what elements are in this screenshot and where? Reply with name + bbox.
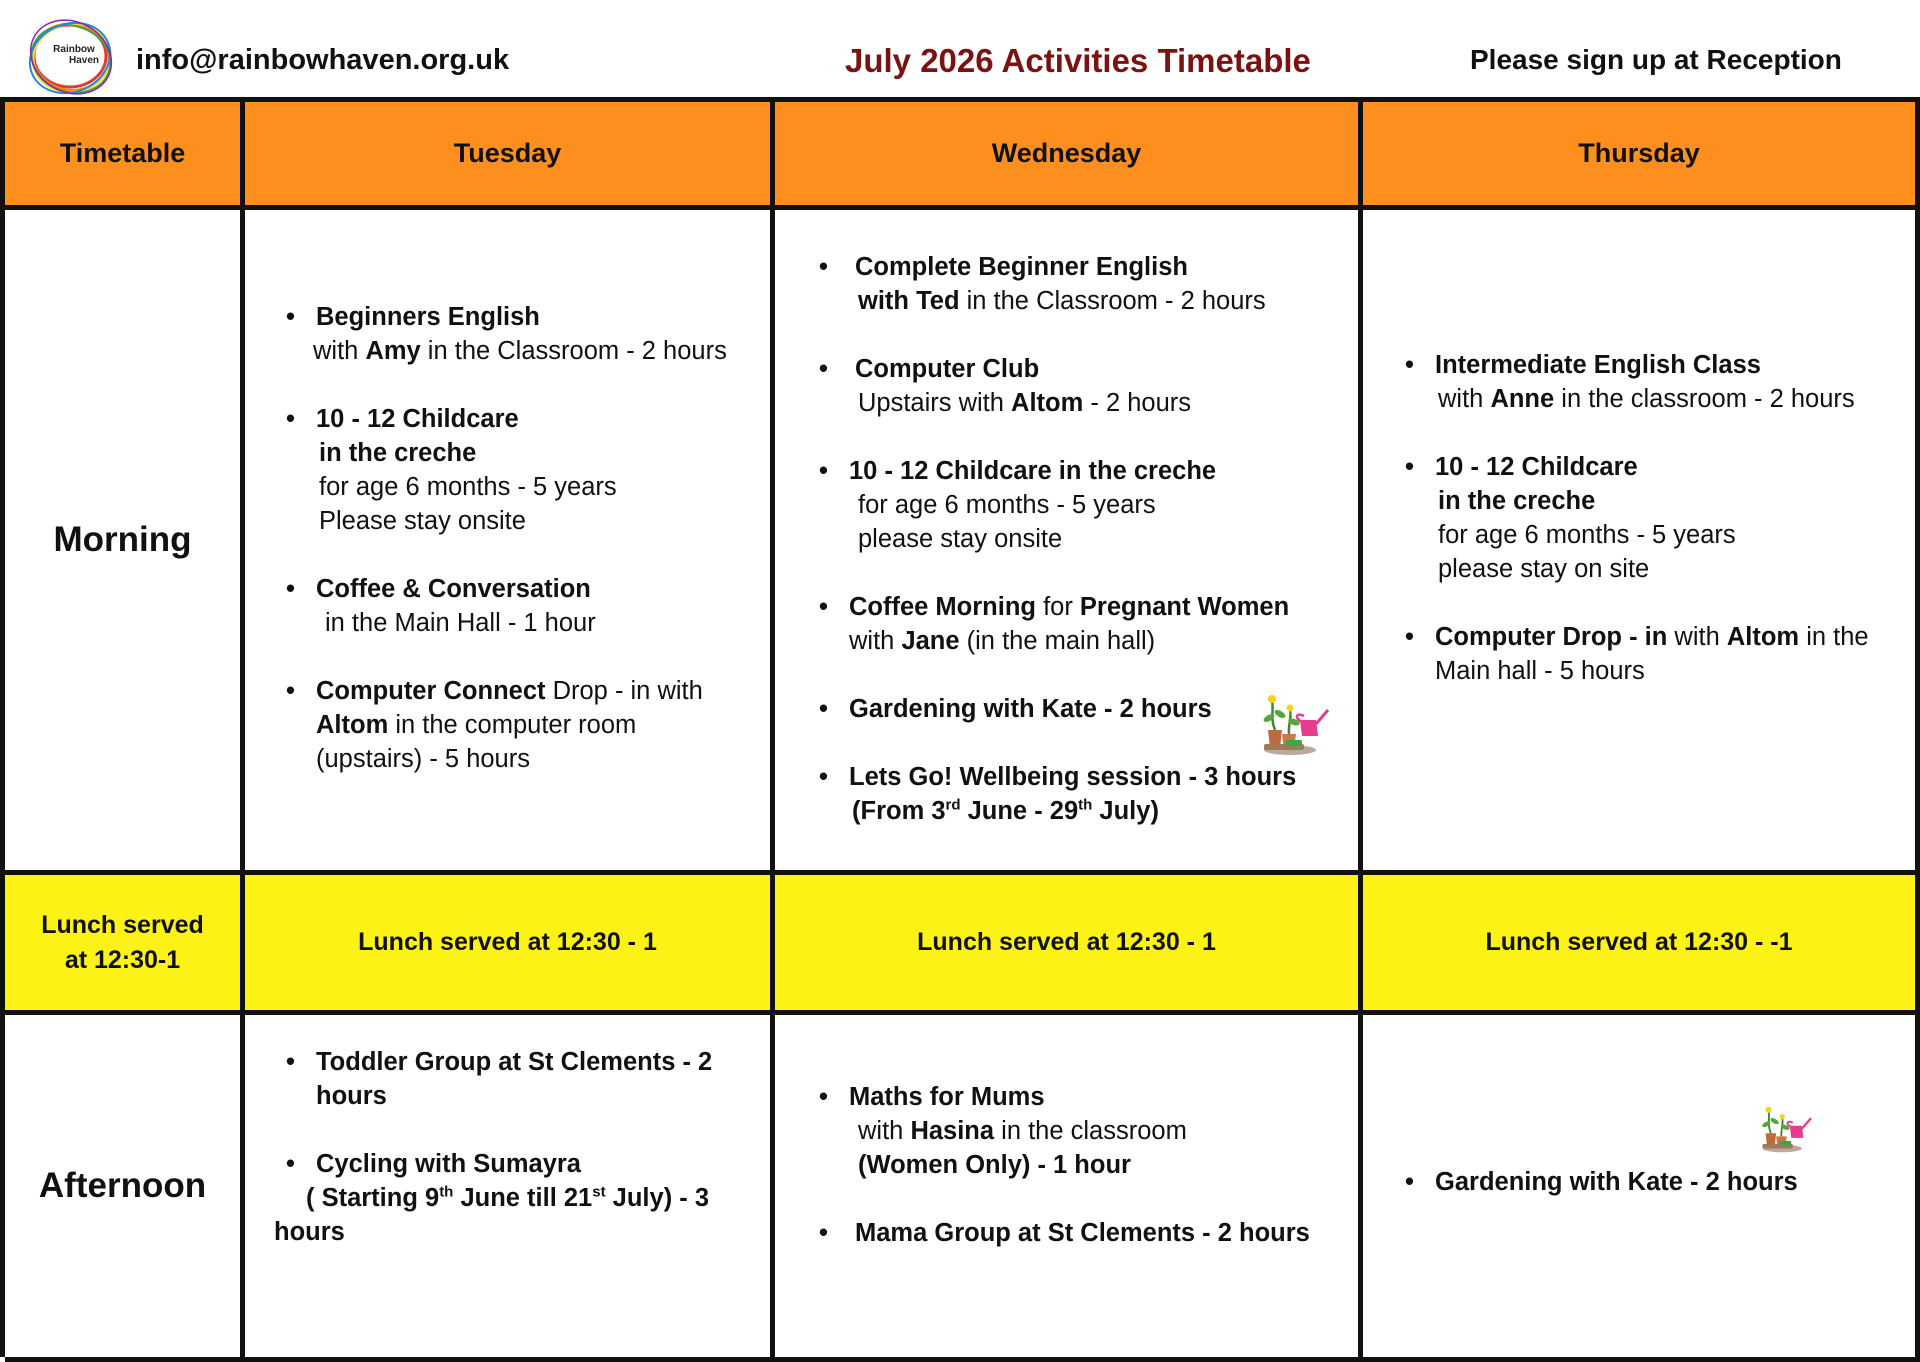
gardening-plant-icon [1260, 690, 1330, 761]
activity-item: • Computer Drop - in with Altom in the Main hall - 5 hours [1405, 623, 1869, 685]
activity-item: • Coffee & Conversation in the Main Hall - 1 hour [286, 575, 596, 637]
svg-text:Haven: Haven [68, 55, 100, 66]
svg-text:Rainbow: Rainbow [53, 44, 95, 55]
column-header-timetable: Timetable [5, 102, 245, 210]
page-header [0, 0, 1920, 97]
timetable-grid [0, 97, 1920, 1357]
activity-item: • Mama Group at St Clements - 2 hours [819, 1219, 1310, 1247]
activity-item: • Lets Go! Wellbeing session - 3 hours (From 3rd June - 29th July) [819, 763, 1297, 825]
gardening-plant-icon [1748, 1103, 1824, 1158]
activity-item: • Coffee Morning for Pregnant Women with Jane (in the main hall) [819, 593, 1290, 655]
morning-wednesday-cell [775, 210, 1363, 875]
page-title: July 2026 Activities Timetable [845, 42, 1311, 79]
activity-item: • 10 - 12 Childcare in the creche for age 6 months - 5 years Please stay onsite [286, 405, 617, 535]
activity-item: • 10 - 12 Childcare in the creche for age 6 months - 5 years please stay onsite [819, 457, 1217, 553]
rainbow-haven-logo-icon [26, 18, 116, 96]
activity-item: • Gardening with Kate - 2 hours [819, 695, 1212, 723]
contact-email[interactable]: info@rainbowhaven.org.uk [136, 44, 510, 76]
column-header-tuesday: Tuesday [245, 102, 775, 210]
signup-note: Please sign up at Reception [1470, 44, 1842, 75]
activity-item: • Computer Connect Drop - in with Altom in the computer room (upstairs) - 5 hours [286, 677, 703, 773]
activity-item: • Toddler Group at St Clements - 2 hours [286, 1048, 713, 1110]
activity-item: • Computer Club Upstairs with Altom - 2 hours [819, 355, 1192, 417]
activity-item: • Gardening with Kate - 2 hours [1405, 1168, 1798, 1196]
morning-tuesday-cell [245, 210, 775, 875]
activity-item: • Beginners English with Amy in the Classroom - 2 hours [286, 303, 727, 365]
row-label-afternoon: Afternoon [5, 1015, 245, 1362]
activity-item: • Complete Beginner English with Ted in the Classroom - 2 hours [819, 253, 1266, 315]
morning-thursday-cell [1363, 210, 1920, 875]
column-header-wednesday: Wednesday [775, 102, 1363, 210]
lunch-tuesday: Lunch served at 12:30 - 1 [245, 875, 775, 1015]
column-header-thursday: Thursday [1363, 102, 1920, 210]
activity-item: • Cycling with Sumayra ( Starting 9th June till 21st July) - 3 hours [274, 1150, 710, 1246]
activity-item: • Intermediate English Class with Anne in the classroom - 2 hours [1405, 351, 1855, 413]
activity-item: • 10 - 12 Childcare in the creche for age 6 months - 5 years please stay on site [1405, 453, 1736, 583]
lunch-wednesday: Lunch served at 12:30 - 1 [775, 875, 1363, 1015]
afternoon-wednesday-cell [775, 1015, 1363, 1362]
row-label-morning: Morning [5, 210, 245, 875]
afternoon-thursday-cell [1363, 1015, 1920, 1362]
afternoon-tuesday-cell [245, 1015, 775, 1362]
activity-item: • Maths for Mums with Hasina in the classroom (Women Only) - 1 hour [819, 1083, 1187, 1179]
lunch-thursday: Lunch served at 12:30 - -1 [1363, 875, 1920, 1015]
row-label-lunch: Lunch served at 12:30-1 [5, 875, 245, 1015]
